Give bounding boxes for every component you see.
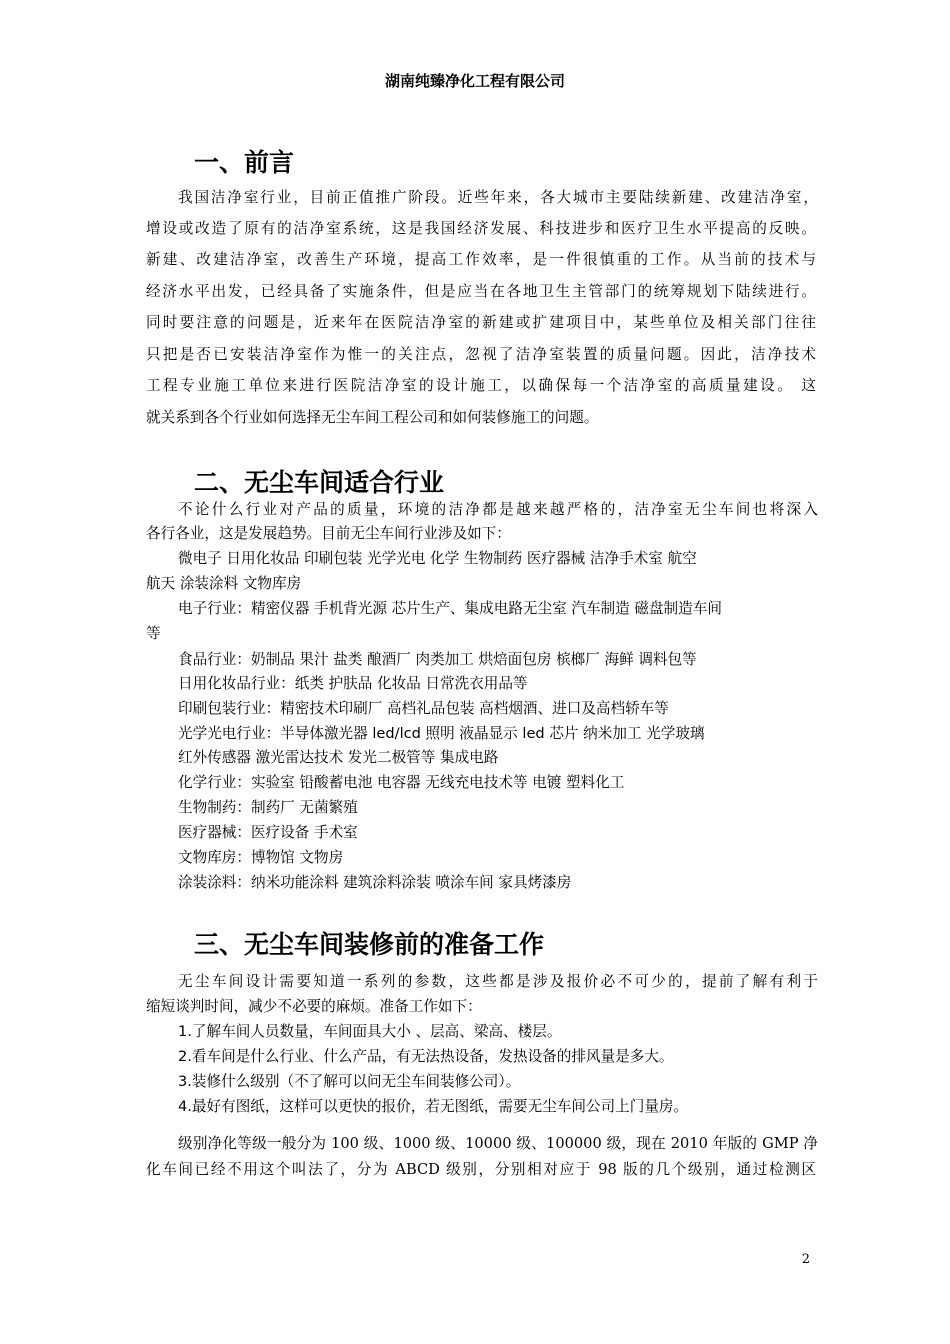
section-title-preparation: 三、无尘车间装修前的准备工作 bbox=[194, 930, 545, 959]
page-header-company: 湖南纯臻净化工程有限公司 bbox=[384, 72, 565, 90]
paragraph-line: 增设或改造了原有的洁净室系统，这是我国经济发展、科技进步和医疗卫生水平提高的反映。 bbox=[146, 220, 816, 237]
industry-list-line: 涂装涂料：纳米功能涂料 建筑涂料涂装 喷涂车间 家具烤漆房 bbox=[178, 874, 572, 891]
industry-list-line: 文物库房：博物馆 文物房 bbox=[178, 849, 344, 866]
section-title-industries: 二、无尘车间适合行业 bbox=[194, 468, 445, 497]
paragraph-line: 我国洁净室行业，目前正值推广阶段。近些年来，各大城市主要陆续新建、改建洁净室， bbox=[178, 189, 818, 206]
prep-list-item: 4.最好有图纸，这样可以更快的报价，若无图纸，需要无尘车间公司上门量房。 bbox=[178, 1098, 689, 1115]
prep-list-item: 3.装修什么级别（不了解可以问无尘车间装修公司）。 bbox=[178, 1073, 521, 1090]
paragraph-line: 化车间已经不用这个叫法了，分为 ABCD 级别，分别相对应于 98 版的几个级别，通过检测区 bbox=[146, 1161, 816, 1178]
industry-list-line: 生物制药：制药厂 无菌繁殖 bbox=[178, 799, 358, 816]
paragraph-line: 缩短谈判时间，减少不必要的麻烦。准备工作如下： bbox=[146, 998, 482, 1015]
industry-list-line: 航天 涂装涂料 文物库房 bbox=[146, 575, 302, 592]
paragraph-line: 无尘车间设计需要知道一系列的参数，这些都是涉及报价必不可少的，提前了解有利于 bbox=[178, 973, 818, 990]
paragraph-line: 就关系到各个行业如何选择无尘车间工程公司和如何装修施工的问题。 bbox=[146, 409, 599, 426]
industry-list-line: 医疗器械：医疗设备 手术室 bbox=[178, 824, 358, 841]
paragraph-line: 级别净化等级一般分为 100 级、1000 级、10000 级、100000 级，现在 2010 年版的 GMP 净 bbox=[178, 1135, 818, 1152]
industry-list-line: 化学行业：实验室 铅酸蓄电池 电容器 无线充电技术等 电镀 塑料化工 bbox=[178, 774, 625, 791]
paragraph-line: 工程专业施工单位来进行医院洁净室的设计施工，以确保每一个洁净室的高质量建设。 这 bbox=[146, 377, 816, 394]
paragraph-line: 同时要注意的问题是，近来年在医院洁净室的新建或扩建项目中，某些单位及相关部门往往 bbox=[146, 314, 816, 331]
industry-list-line: 光学光电行业：半导体激光器 led/lcd 照明 液晶显示 led 芯片 纳米加工 光学玻璃 bbox=[178, 725, 705, 742]
paragraph-line: 只把是否已安装洁净室作为惟一的关注点，忽视了洁净室装置的质量问题。因此，洁净技术 bbox=[146, 346, 816, 363]
paragraph-line: 不论什么行业对产品的质量，环境的洁净都是越来越严格的，洁净室无尘车间也将深入 bbox=[178, 501, 818, 518]
industry-list-line: 印刷包装行业：精密技术印刷厂 高档礼品包装 高档烟酒、进口及高档轿车等 bbox=[178, 700, 669, 717]
industry-list-line: 日用化妆品行业：纸类 护肤品 化妆品 日常洗衣用品等 bbox=[178, 675, 528, 692]
prep-list-item: 2.看车间是什么行业、什么产品，有无法热设备，发热设备的排风量是多大。 bbox=[178, 1048, 674, 1065]
industry-list-line: 等 bbox=[146, 625, 161, 642]
page-number: 2 bbox=[801, 1252, 810, 1267]
paragraph-line: 经济水平出发，已经具备了实施条件，但是应当在各地卫生主管部门的统筹规划下陆续进行。 bbox=[146, 283, 816, 300]
industry-list-line: 电子行业：精密仪器 手机背光源 芯片生产、集成电路无尘室 汽车制造 磁盘制造车间 bbox=[178, 600, 722, 617]
industry-list-line: 食品行业：奶制品 果汁 盐类 酿酒厂 肉类加工 烘焙面包房 槟榔厂 海鲜 调料包等 bbox=[178, 651, 697, 668]
prep-list-item: 1.了解车间人员数量，车间面具大小 、层高、梁高、楼层。 bbox=[178, 1023, 562, 1040]
section-title-preface: 一、前言 bbox=[194, 148, 295, 177]
industry-list-line: 红外传感器 激光雷达技术 发光二极管等 集成电路 bbox=[178, 749, 499, 766]
paragraph-line: 各行各业，这是发展趋势。目前无尘车间行业涉及如下： bbox=[146, 525, 511, 542]
industry-list-line: 微电子 日用化妆品 印刷包装 光学光电 化学 生物制药 医疗器械 洁净手术室 航空 bbox=[178, 550, 697, 567]
paragraph-line: 新建、改建洁净室，改善生产环境，提高工作效率，是一件很慎重的工作。从当前的技术与 bbox=[146, 251, 816, 268]
